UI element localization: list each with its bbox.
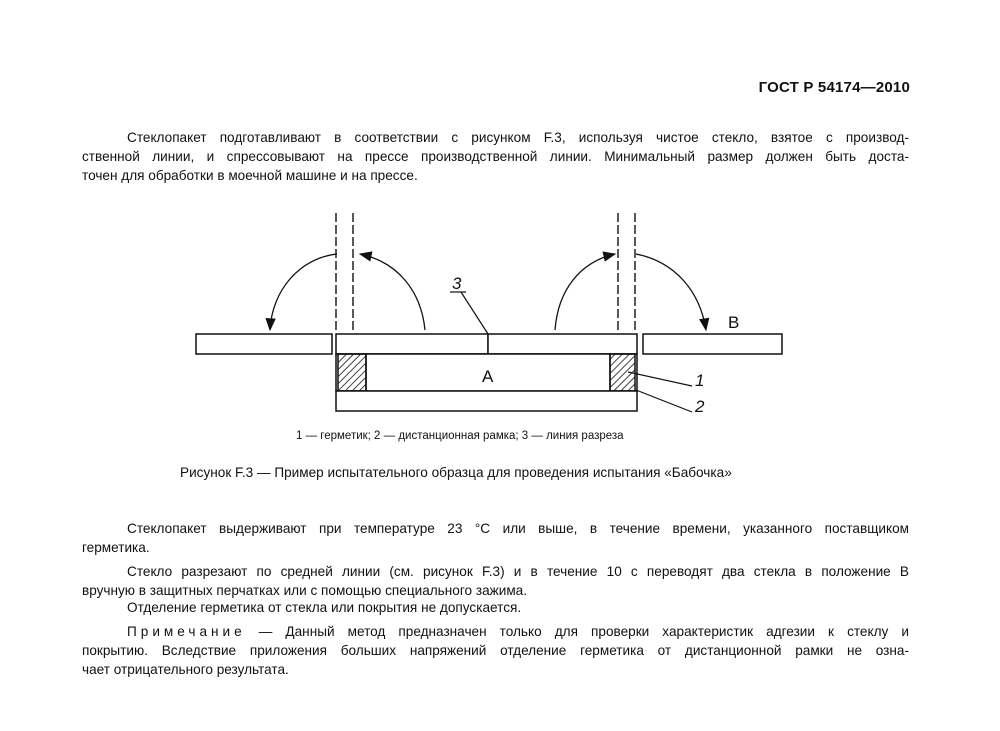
conditioning-line-1: Стеклопакет выдерживают при температуре 23 °С или выше, в течение времени, указанного поставщиком: [127, 521, 909, 536]
standard-code: ГОСТ Р 54174—2010: [758, 79, 910, 96]
note-label: Примечание: [127, 624, 246, 639]
figure-caption: Рисунок F.3 — Пример испытательного образца для проведения испытания «Бабочка»: [180, 465, 732, 480]
vertical-position-lines: [336, 213, 635, 332]
note-text-1: — Данный метод предназначен только для проверки характеристик адгезии к стеклу и: [245, 624, 909, 639]
cutting-line-2: вручную в защитных перчатках или с помощью специального зажима.: [82, 583, 527, 598]
note-line-2: покрытию. Вследствие приложения больших напряжений отделение герметика от дистанционной рамки не озна-: [82, 643, 909, 658]
requirement-line: Отделение герметика от стекла или покрытия не допускается.: [127, 600, 522, 615]
conditioning-line-2: герметика.: [82, 540, 150, 555]
paragraph-requirement: [127, 598, 909, 617]
label-position-a: А: [482, 367, 494, 386]
right-outer-pane: [643, 334, 782, 354]
top-glass-panes: [196, 334, 782, 354]
intro-paragraph: [82, 128, 909, 185]
top-glass-right-half: [488, 334, 637, 354]
note-line-3: чает отрицательного результата.: [82, 662, 289, 677]
bottom-glass: [336, 391, 637, 411]
left-sealant: [338, 354, 366, 391]
top-glass-left-half: [336, 334, 488, 354]
cut-line-leader: [461, 292, 488, 334]
figure-legend: 1 — герметик; 2 — дистанционная рамка; 3 — линия разреза: [296, 430, 624, 442]
intro-line-3: точен для обработки в моечной машине и на прессе.: [82, 168, 418, 183]
intro-line-1: Стеклопакет подготавливают в соответствии с рисунком F.3, используя чистое стекло, взятое с производ-: [127, 130, 909, 145]
right-arrow-outer: [636, 254, 706, 330]
paragraph-cutting: [82, 562, 909, 600]
left-arrow-outer: [270, 254, 337, 330]
right-arrow-inner: [555, 254, 615, 330]
label-position-b: В: [728, 313, 740, 332]
note-line-1: [127, 622, 909, 641]
label-sealant: 1: [695, 371, 705, 390]
label-cut-line: 3: [452, 274, 462, 293]
butterfly-test-diagram: [0, 200, 1000, 460]
spacer-leader: [636, 390, 692, 412]
intro-line-2: ственной линии, и спрессовывают на прессе производственной линии. Минимальный размер должен быть доста-: [82, 149, 909, 164]
paragraph-conditioning: [82, 519, 909, 557]
left-outer-pane: [196, 334, 332, 354]
note-paragraph: [82, 622, 909, 679]
cutting-line-1: Стекло разрезают по средней линии (см. рисунок F.3) и в течение 10 с переводят два стекла в положение В: [127, 564, 909, 579]
left-arrow-inner: [360, 254, 425, 330]
label-spacer: 2: [695, 397, 705, 416]
